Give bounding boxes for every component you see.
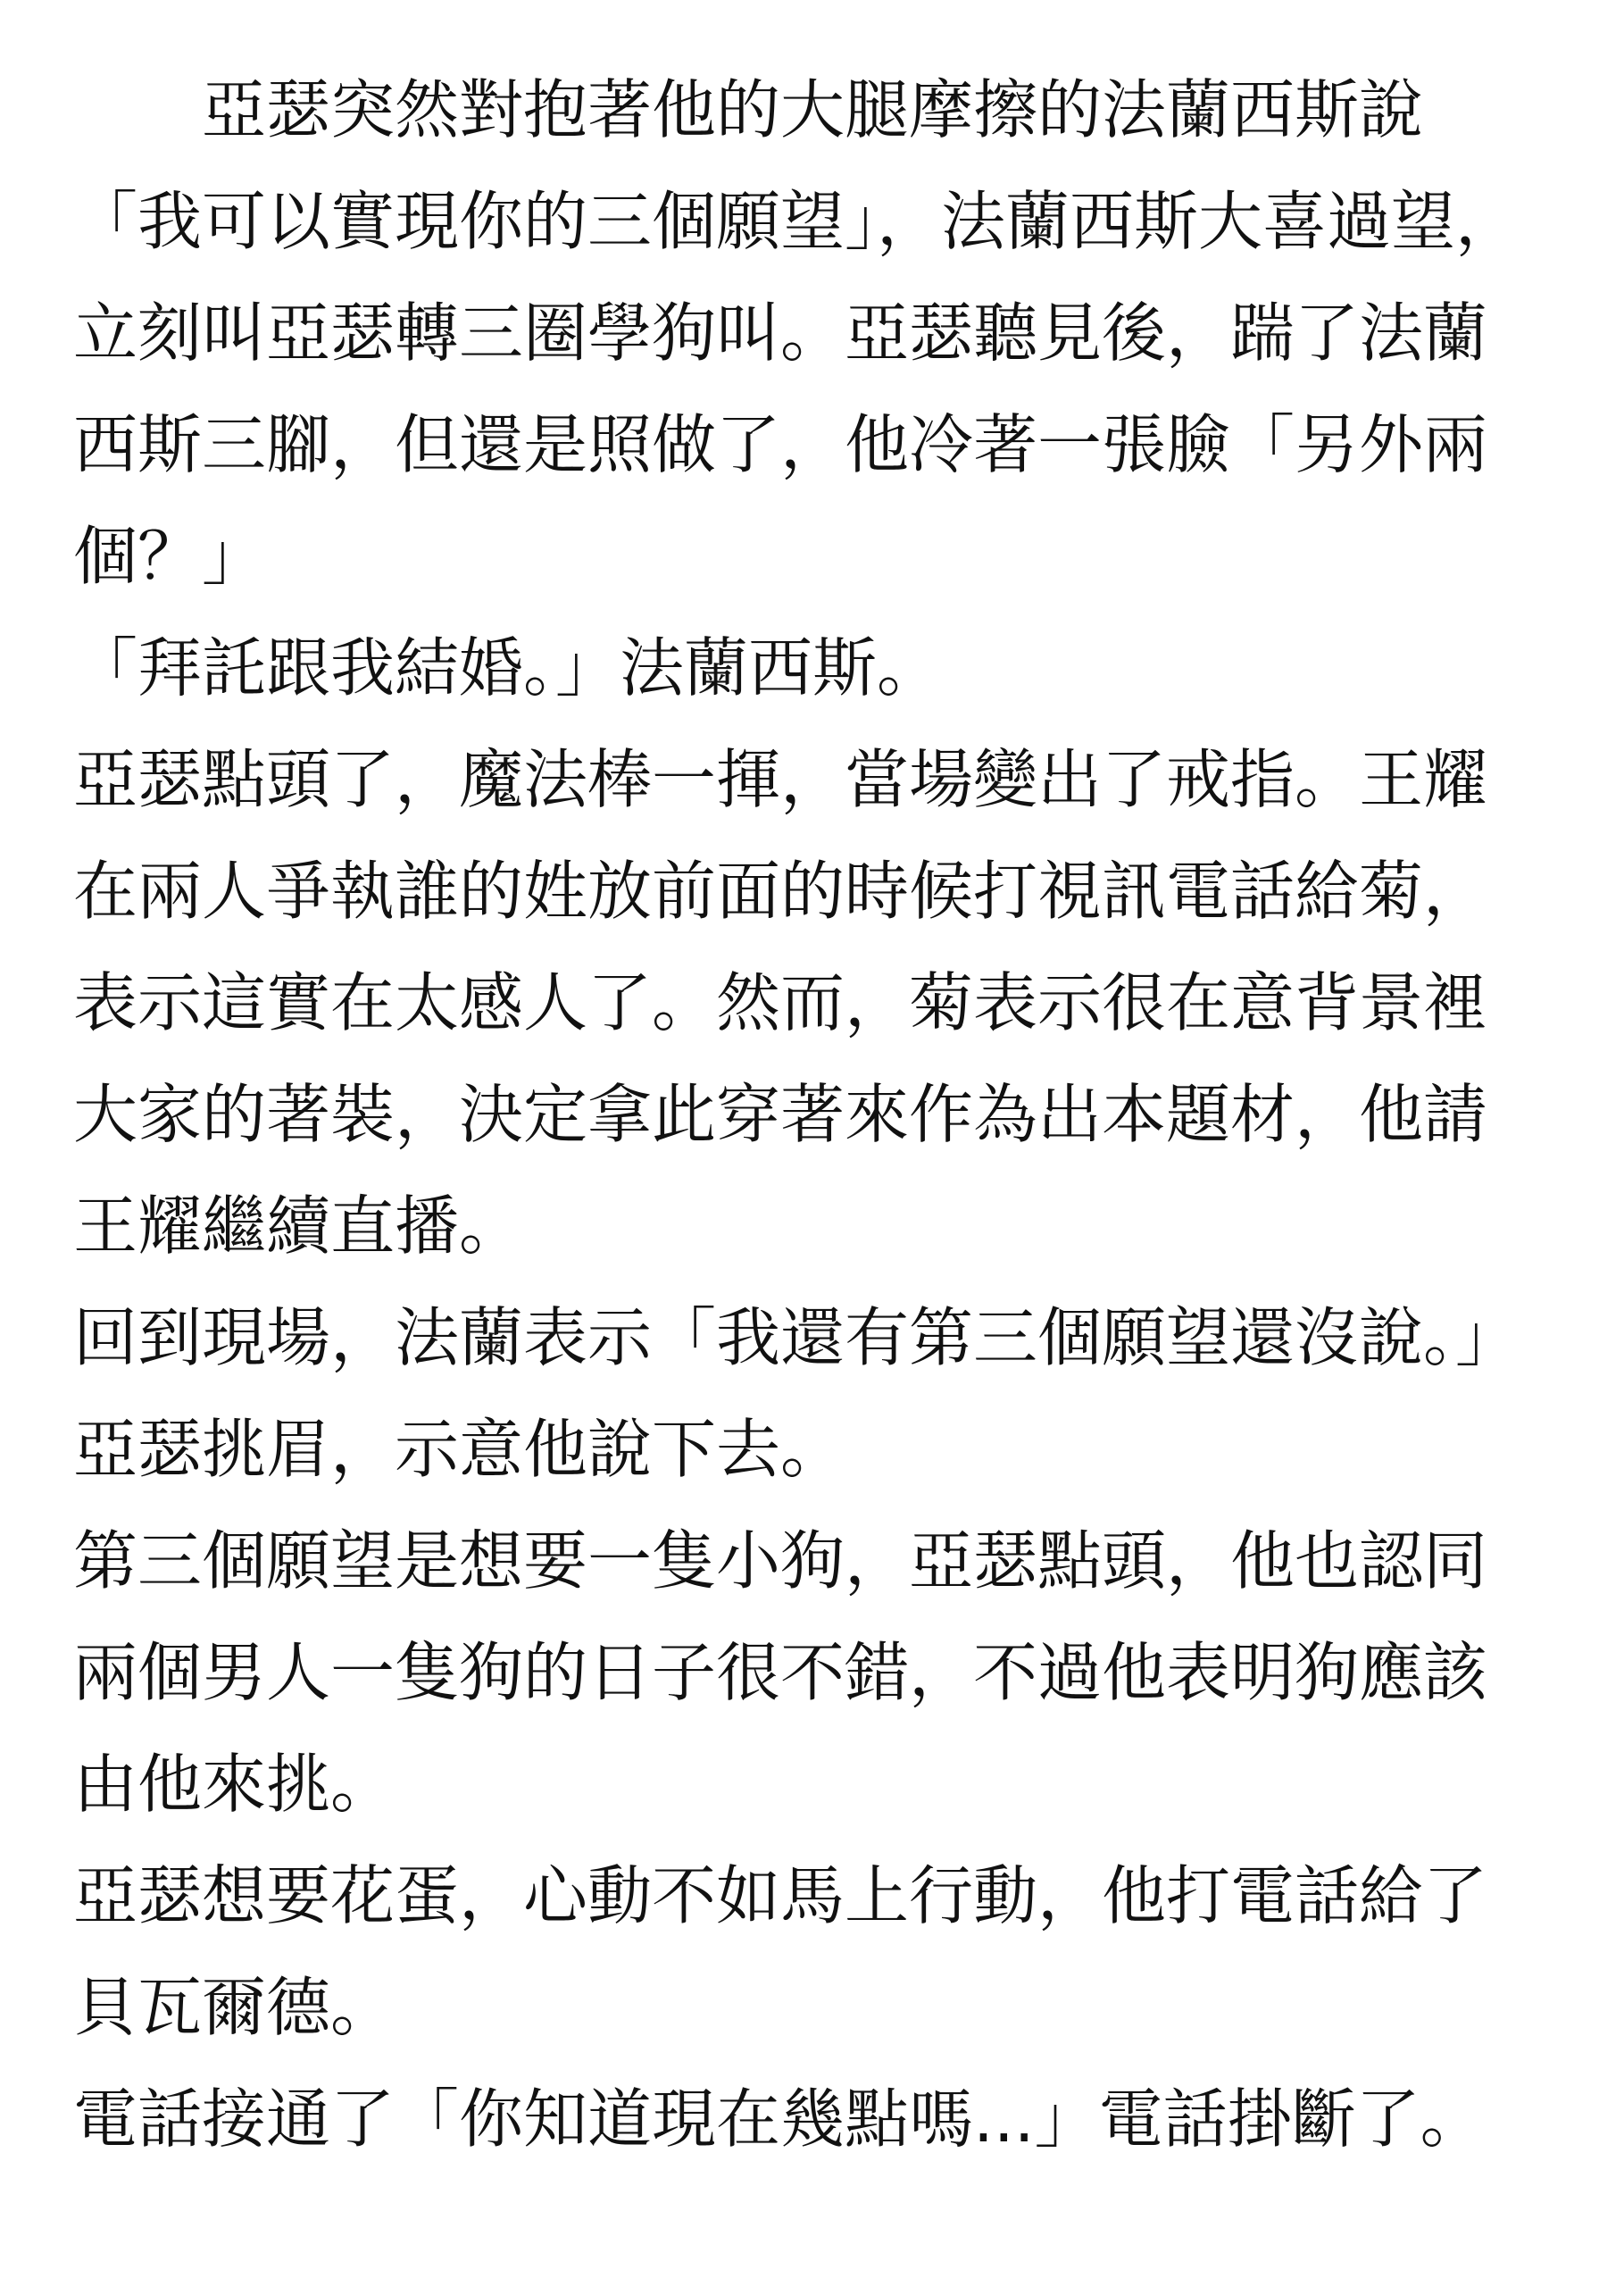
text-line-4: 西斯三腳，但還是照做了，他冷著一張臉「另外兩 bbox=[73, 407, 1488, 482]
text-line-8: 在兩人爭執誰的姓放前面的時候打視訊電話給菊， bbox=[73, 854, 1488, 929]
text-line-7: 亞瑟點頭了，魔法棒一揮，當場變出了戒指。王耀 bbox=[73, 742, 1488, 817]
text-line-14: 第三個願望是想要一隻小狗，亞瑟點頭，他也認同 bbox=[73, 1523, 1488, 1598]
text-line-9: 表示這實在太感人了。然而，菊表示很在意背景裡 bbox=[73, 965, 1488, 1040]
text-line-1: 亞瑟突然對抱著他的大腿摩擦的法蘭西斯說 bbox=[73, 72, 1424, 147]
text-line-11: 王耀繼續直播。 bbox=[73, 1189, 524, 1264]
text-line-5: 個？」 bbox=[73, 519, 267, 594]
text-line-13: 亞瑟挑眉，示意他說下去。 bbox=[73, 1412, 845, 1487]
text-line-18: 貝瓦爾德。 bbox=[73, 1970, 396, 2045]
text-line-19: 電話接通了「你知道現在幾點嗎...」電話掛斷了。 bbox=[73, 2082, 1485, 2157]
text-line-10: 大家的著裝，決定拿此穿著來作為出本題材，他請 bbox=[73, 1077, 1488, 1152]
text-line-12: 回到現場，法蘭表示「我還有第三個願望還沒說。」 bbox=[73, 1300, 1520, 1375]
text-line-15: 兩個男人一隻狗的日子很不錯，不過他表明狗應該 bbox=[73, 1635, 1488, 1710]
text-line-17: 亞瑟想要花蛋，心動不如馬上行動，他打電話給了 bbox=[73, 1858, 1488, 1933]
text-line-3: 立刻叫亞瑟轉三圈學狗叫。亞瑟聽見後，踹了法蘭 bbox=[73, 296, 1488, 371]
text-line-16: 由他來挑。 bbox=[73, 1747, 396, 1822]
text-line-6: 「拜託跟我結婚。」法蘭西斯。 bbox=[73, 630, 942, 705]
text-line-2: 「我可以實現你的三個願望」，法蘭西斯大喜過望， bbox=[73, 184, 1520, 259]
